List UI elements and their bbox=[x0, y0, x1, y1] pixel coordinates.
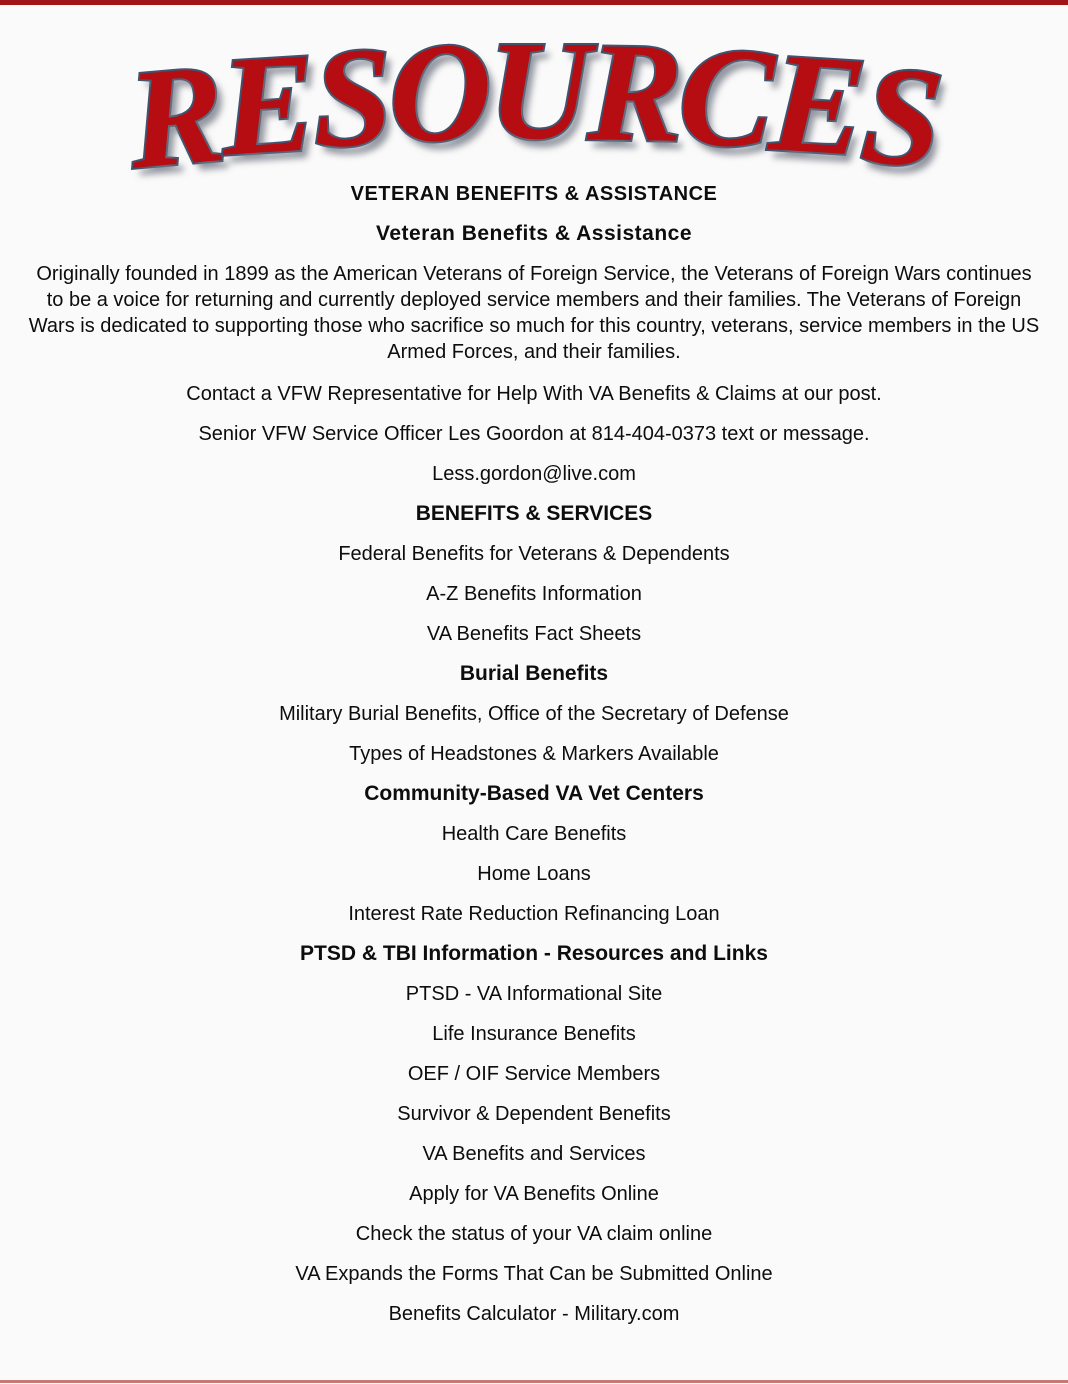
resource-link[interactable]: Benefits Calculator - Military.com bbox=[388, 1303, 680, 1325]
resource-link[interactable]: Survivor & Dependent Benefits bbox=[397, 1103, 671, 1125]
resource-link[interactable]: Military Burial Benefits, Office of the Secretary of Defense bbox=[279, 703, 789, 725]
resource-link[interactable]: Home Loans bbox=[477, 863, 591, 885]
intro-paragraph: Originally founded in 1899 as the American Veterans of Foreign Service, the Veterans of Foreign Wars continues to be a voice for returning and currently deployed service members and their families. The Veterans of Foreign Wars is dedicated to supporting those who sacrifice so much for this country, veterans, service members in the US Armed Forces, and their families. bbox=[28, 263, 1040, 363]
top-red-bar bbox=[0, 0, 1068, 5]
resources-title: RESOURCES bbox=[122, 11, 946, 199]
resource-link[interactable]: OEF / OIF Service Members bbox=[407, 1063, 661, 1085]
contact-line: Contact a VFW Representative for Help With VA Benefits & Claims at our post. bbox=[186, 383, 882, 405]
resource-link[interactable]: Health Care Benefits bbox=[441, 823, 627, 845]
page-heading-title: Veteran Benefits & Assistance bbox=[375, 222, 693, 245]
section-heading-ptsd-tbi: PTSD & TBI Information - Resources and Links bbox=[300, 942, 768, 965]
resource-link[interactable]: Federal Benefits for Veterans & Dependents bbox=[338, 543, 730, 565]
section-heading-benefits-services: BENEFITS & SERVICES bbox=[415, 502, 653, 525]
resource-link[interactable]: Types of Headstones & Markers Available bbox=[349, 743, 719, 765]
resource-link[interactable]: Check the status of your VA claim online bbox=[355, 1223, 713, 1245]
resource-link[interactable]: Interest Rate Reduction Refinancing Loan bbox=[348, 903, 720, 925]
resource-link[interactable]: Apply for VA Benefits Online bbox=[409, 1183, 659, 1205]
resource-link[interactable]: PTSD - VA Informational Site bbox=[405, 983, 663, 1005]
resource-link[interactable]: VA Expands the Forms That Can be Submitted Online bbox=[295, 1263, 773, 1285]
section-heading-burial-benefits: Burial Benefits bbox=[459, 662, 609, 685]
bottom-red-bar bbox=[0, 1380, 1068, 1383]
section-heading-vet-centers: Community-Based VA Vet Centers bbox=[364, 782, 704, 805]
resource-link[interactable]: VA Benefits and Services bbox=[422, 1143, 646, 1165]
service-officer-line: Senior VFW Service Officer Les Goordon at 814-404-0373 text or message. bbox=[198, 423, 870, 445]
resource-link[interactable]: A-Z Benefits Information bbox=[426, 583, 642, 605]
page-heading-caps: VETERAN BENEFITS & ASSISTANCE bbox=[350, 183, 718, 205]
resource-link[interactable]: VA Benefits Fact Sheets bbox=[426, 623, 642, 645]
resource-link[interactable]: Life Insurance Benefits bbox=[432, 1023, 636, 1045]
email-link[interactable]: Less.gordon@live.com bbox=[432, 463, 636, 485]
